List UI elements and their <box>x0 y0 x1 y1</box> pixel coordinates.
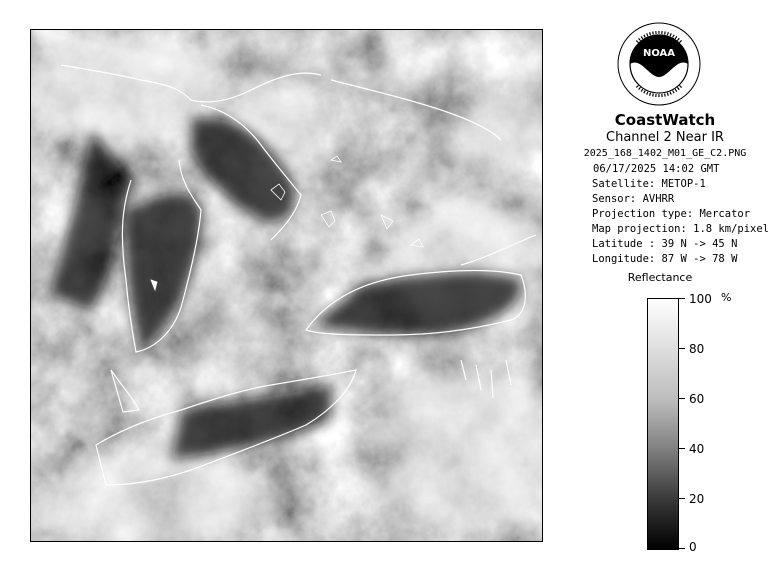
colorbar-tick-label: 0 <box>689 540 697 554</box>
colorbar-label: Reflectance <box>627 271 693 284</box>
satellite-image <box>30 29 543 542</box>
projection-type: Projection type: Mercator <box>592 208 751 220</box>
colorbar-tick <box>679 298 685 299</box>
colorbar-tick-label: 20 <box>689 492 705 506</box>
page-title: CoastWatch <box>614 111 716 129</box>
colorbar-tick-label: 80 <box>689 342 705 356</box>
colorbar-tick <box>679 348 685 349</box>
satellite: Satellite: METOP-1 <box>592 178 706 190</box>
colorbar-tick-label: 100 <box>689 292 712 306</box>
colorbar-tick <box>679 448 685 449</box>
colorbar-tick-label: 60 <box>689 392 705 406</box>
colorbar-tick <box>679 398 685 399</box>
noaa-logo <box>617 22 701 106</box>
map-projection: Map projection: 1.8 km/pixel <box>592 223 770 235</box>
file-name: 2025_168_1402_M01_GE_C2.PNG <box>583 148 747 159</box>
colorbar-gradient <box>647 298 679 550</box>
colorbar-tick-label: 40 <box>689 442 705 456</box>
colorbar-tick <box>679 548 685 549</box>
datetime: 06/17/2025 14:02 GMT <box>593 163 720 175</box>
longitude-range: Longitude: 87 W -> 78 W <box>592 253 738 265</box>
colorbar-unit: % <box>721 291 732 304</box>
noaa-logo-text: NOAA <box>642 48 676 59</box>
sensor: Sensor: AVHRR <box>592 193 675 205</box>
latitude-range: Latitude : 39 N -> 45 N <box>592 238 738 250</box>
colorbar-tick <box>679 498 685 499</box>
channel-name: Channel 2 Near IR <box>606 130 724 145</box>
